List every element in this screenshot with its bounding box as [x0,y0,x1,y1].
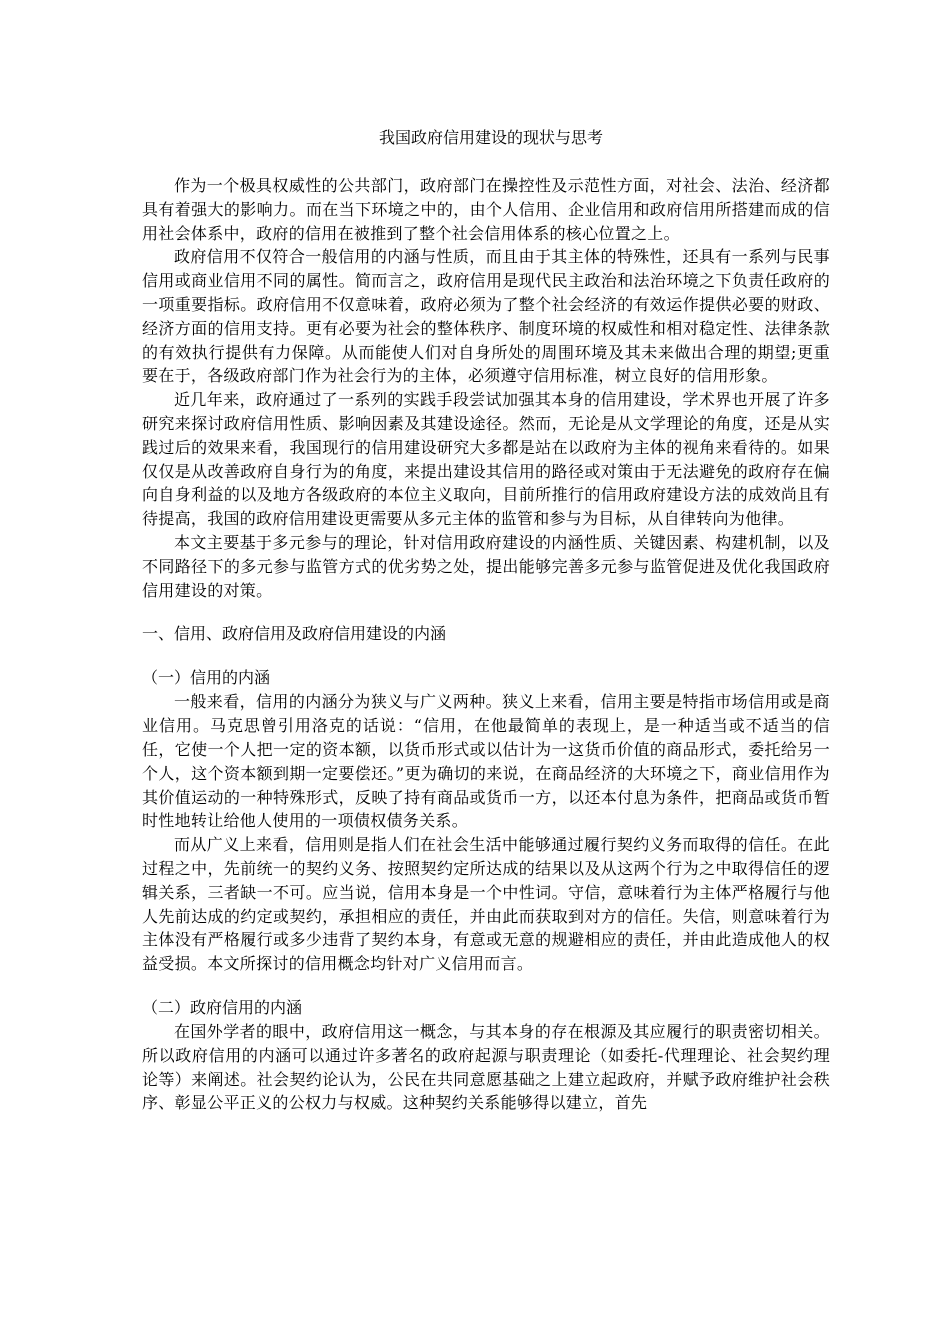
intro-paragraph-1: 作为一个极具权威性的公共部门，政府部门在操控性及示范性方面，对社会、法治、经济都具有着强大的影响力。而在当下环境之中的，由个人信用、企业信用和政府信用所搭建而成的信用社会体系中，政府的信用在被推到了整个社会信用体系的核心位置之上。 [142,176,830,243]
subsection-1-paragraph-1: 一般来看，信用的内涵分为狭义与广义两种。狭义上来看，信用主要是特指市场信用或是商业信用。马克思曾引用洛克的话说：“信用，在他最简单的表现上，是一种适当或不适当的信任，它使一个人把一定的资本额，以货币形式或以估计为一这货币价值的商品形式，委托给另一个人，这个资本额到期一定要偿还。”更为确切的来说，在商品经济的大环境之下，商业信用作为其价值运动的一种特殊形式，反映了持有商品或货币一方，以还本付息为条件，把商品或货币暂时性地转让给他人使用的一项债权债务关系。 [142,692,830,831]
document-page [142,126,830,1115]
subsection-2-paragraph-1: 在国外学者的眼中，政府信用这一概念，与其本身的存在根源及其应履行的职责密切相关。所以政府信用的内涵可以通过许多著名的政府起源与职责理论（如委托-代理理论、社会契约理论等）来阐述。社会契约论认为，公民在共同意愿基础之上建立起政府，并赋予政府维护社会秩序、彰显公平正义的公权力与权威。这种契约关系能够得以建立，首先 [142,1021,830,1113]
intro-paragraph-2: 政府信用不仅符合一般信用的内涵与性质，而且由于其主体的特殊性，还具有一系列与民事信用或商业信用不同的属性。简而言之，政府信用是现代民主政治和法治环境之下负责任政府的一项重要指标。政府信用不仅意味着，政府必须为了整个社会经济的有效运作提供必要的财政、经济方面的信用支持。更有必要为社会的整体秩序、制度环境的权威性和相对稳定性、法律条款的有效执行提供有力保障。从而能使人们对自身所处的周围环境及其未来做出合理的期望;更重要在于，各级政府部门作为社会行为的主体，必须遵守信用标准，树立良好的信用形象。 [142,247,830,386]
subsection-1-paragraph-2: 而从广义上来看，信用则是指人们在社会生活中能够通过履行契约义务而取得的信任。在此过程之中，先前统一的契约义务、按照契约定所达成的结果以及从这两个行为之中取得信任的逻辑关系，三者缺一不可。应当说，信用本身是一个中性词。守信，意味着行为主体严格履行与他人先前达成的约定或契约，承担相应的责任，并由此而获取到对方的信任。失信，则意味着行为主体没有严格履行或多少违背了契约本身，有意或无意的规避相应的责任，并由此造成他人的权益受损。本文所探讨的信用概念均针对广义信用而言。 [142,835,830,974]
document-title: 我国政府信用建设的现状与思考 [378,128,603,147]
subsection-heading-1: （一）信用的内涵 [142,668,271,688]
subsection-heading-2: （二）政府信用的内涵 [142,997,303,1017]
intro-paragraph-4: 本文主要基于多元参与的理论，针对信用政府建设的内涵性质、关键因素、构建机制，以及不同路径下的多元参与监管方式的优劣势之处，提出能够完善多元参与监管促进及优化我国政府信用建设的对策。 [142,532,830,600]
section-heading-1: 一、信用、政府信用及政府信用建设的内涵 [142,624,447,644]
intro-paragraph-3: 近几年来，政府通过了一系列的实践手段尝试加强其本身的信用建设，学术界也开展了许多研究来探讨政府信用性质、影响因素及其建设途径。然而，无论是从文学理论的角度，还是从实践过后的效果来看，我国现行的信用建设研究大多都是站在以政府为主体的视角来看待的。如果仅仅是从改善政府自身行为的角度，来提出建设其信用的路径或对策由于无法避免的政府存在偏向自身利益的以及地方各级政府的本位主义取向，目前所推行的信用政府建设方法的成效尚且有待提高，我国的政府信用建设更需要从多元主体的监管和参与为目标，从自律转向为他律。 [142,390,830,529]
